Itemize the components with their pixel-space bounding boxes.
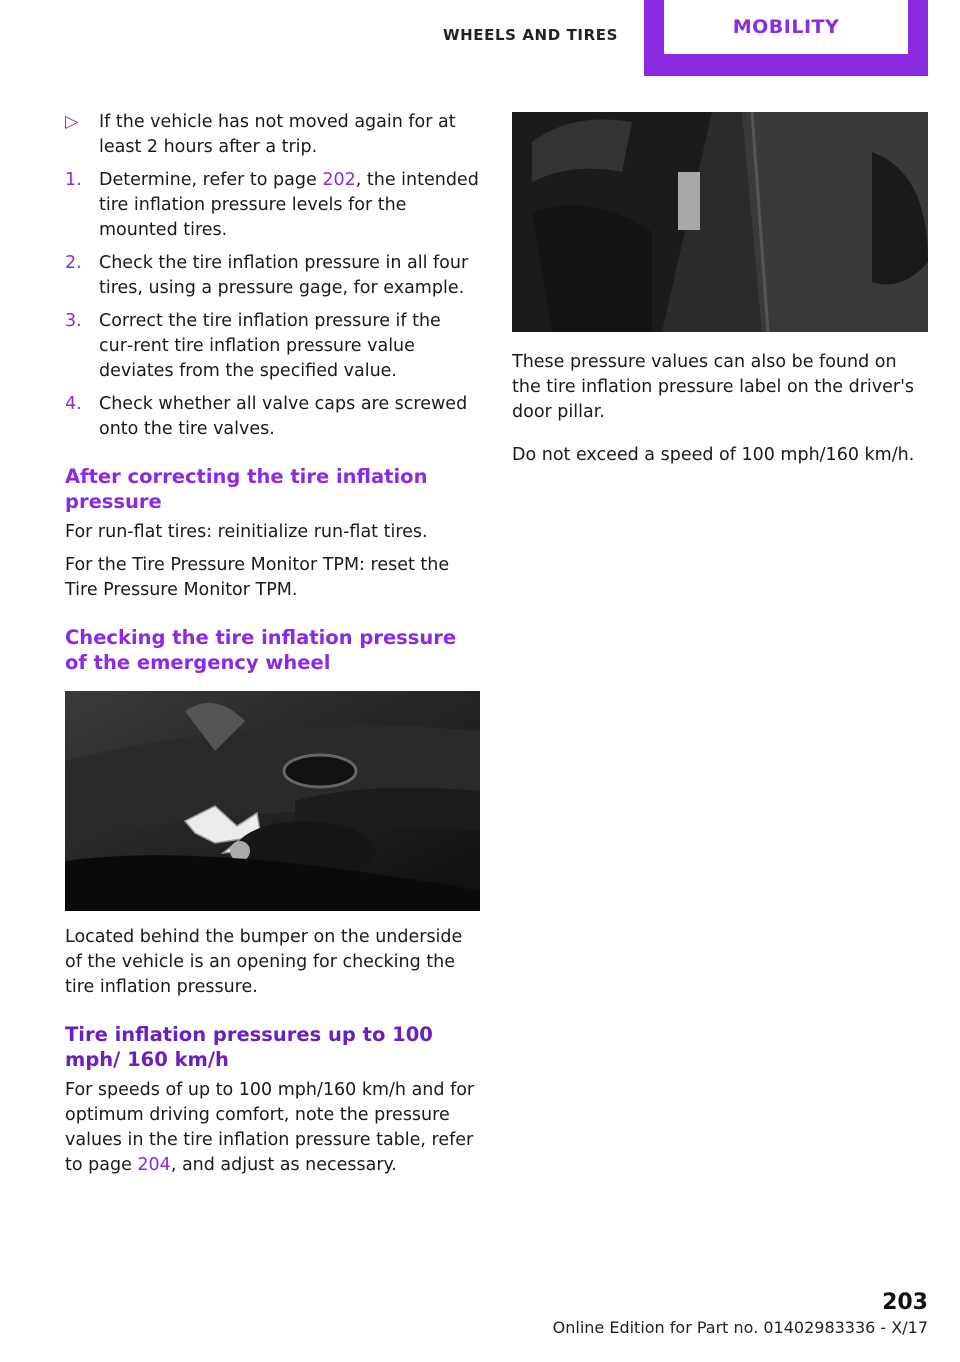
step-number: 4.: [65, 394, 82, 414]
list-item: [65, 110, 480, 160]
step-number: 1.: [65, 170, 82, 190]
list-item: [65, 392, 480, 442]
page-number: 203: [882, 1290, 928, 1315]
text-fragment: , the intended tire inflation pressure levels for the mounted tires.: [99, 170, 479, 240]
list-item-text: If the vehicle has not moved again for at least 2 hours after a trip.: [99, 112, 456, 157]
list-item: [65, 168, 480, 243]
text-fragment: For speeds of up to 100 mph/160 km/h and for optimum driving comfort, note the pressure values in the tire inflation pressure table, refer to page: [65, 1080, 475, 1175]
left-column: [65, 110, 480, 1186]
paragraph: For run-flat tires: reinitialize run-flat tires.: [65, 522, 428, 542]
list-item-text: Check the tire inflation pressure in all four tires, using a pressure gage, for example.: [99, 253, 469, 298]
text-fragment: , and adjust as necessary.: [170, 1155, 397, 1175]
footer-edition: Online Edition for Part no. 01402983336 - X/17: [552, 1318, 928, 1337]
list-item: [65, 309, 480, 384]
paragraph: For the Tire Pressure Monitor TPM: reset the Tire Pressure Monitor TPM.: [65, 555, 450, 600]
list-item-text: Check whether all valve caps are screwed onto the tire valves.: [99, 394, 468, 439]
door-pillar-illustration: [512, 112, 928, 332]
emergency-caption: Located behind the bumper on the underside of the vehicle is an opening for checking the tire inflation pressure.: [65, 927, 463, 997]
list-item: [65, 251, 480, 301]
section-tab-label: MOBILITY: [664, 0, 908, 54]
chapter-title: WHEELS AND TIRES: [442, 26, 618, 44]
right-column: [512, 110, 928, 476]
step-number: 2.: [65, 253, 82, 273]
underside-bumper-illustration: [65, 691, 480, 911]
list-item-text: [99, 168, 480, 243]
page-link-204[interactable]: 204: [137, 1155, 171, 1175]
page-link-202[interactable]: 202: [322, 170, 356, 190]
text-fragment: Determine, refer to page: [99, 170, 323, 190]
paragraph: [65, 1078, 480, 1178]
door-pillar-photo: [512, 112, 928, 332]
heading-pressures-100mph: Tire inflation pressures up to 100 mph/ 160 km/h: [65, 1023, 433, 1071]
paragraph: These pressure values can also be found on the tire inflation pressure label on the driver's door pillar.: [512, 352, 915, 422]
heading-after-correcting: After correcting the tire inflation pressure: [65, 465, 428, 513]
section-tab: [644, 0, 928, 76]
step-number: 3.: [65, 311, 82, 331]
heading-emergency-wheel: Checking the tire inflation pressure of the emergency wheel: [65, 626, 457, 674]
triangle-bullet-icon: ▷: [65, 112, 79, 132]
underside-bumper-photo: [65, 691, 480, 911]
paragraph: Do not exceed a speed of 100 mph/160 km/h.: [512, 445, 915, 465]
list-item-text: Correct the tire inflation pressure if the cur‐rent tire inflation pressure value deviates from the specified value.: [99, 311, 441, 381]
